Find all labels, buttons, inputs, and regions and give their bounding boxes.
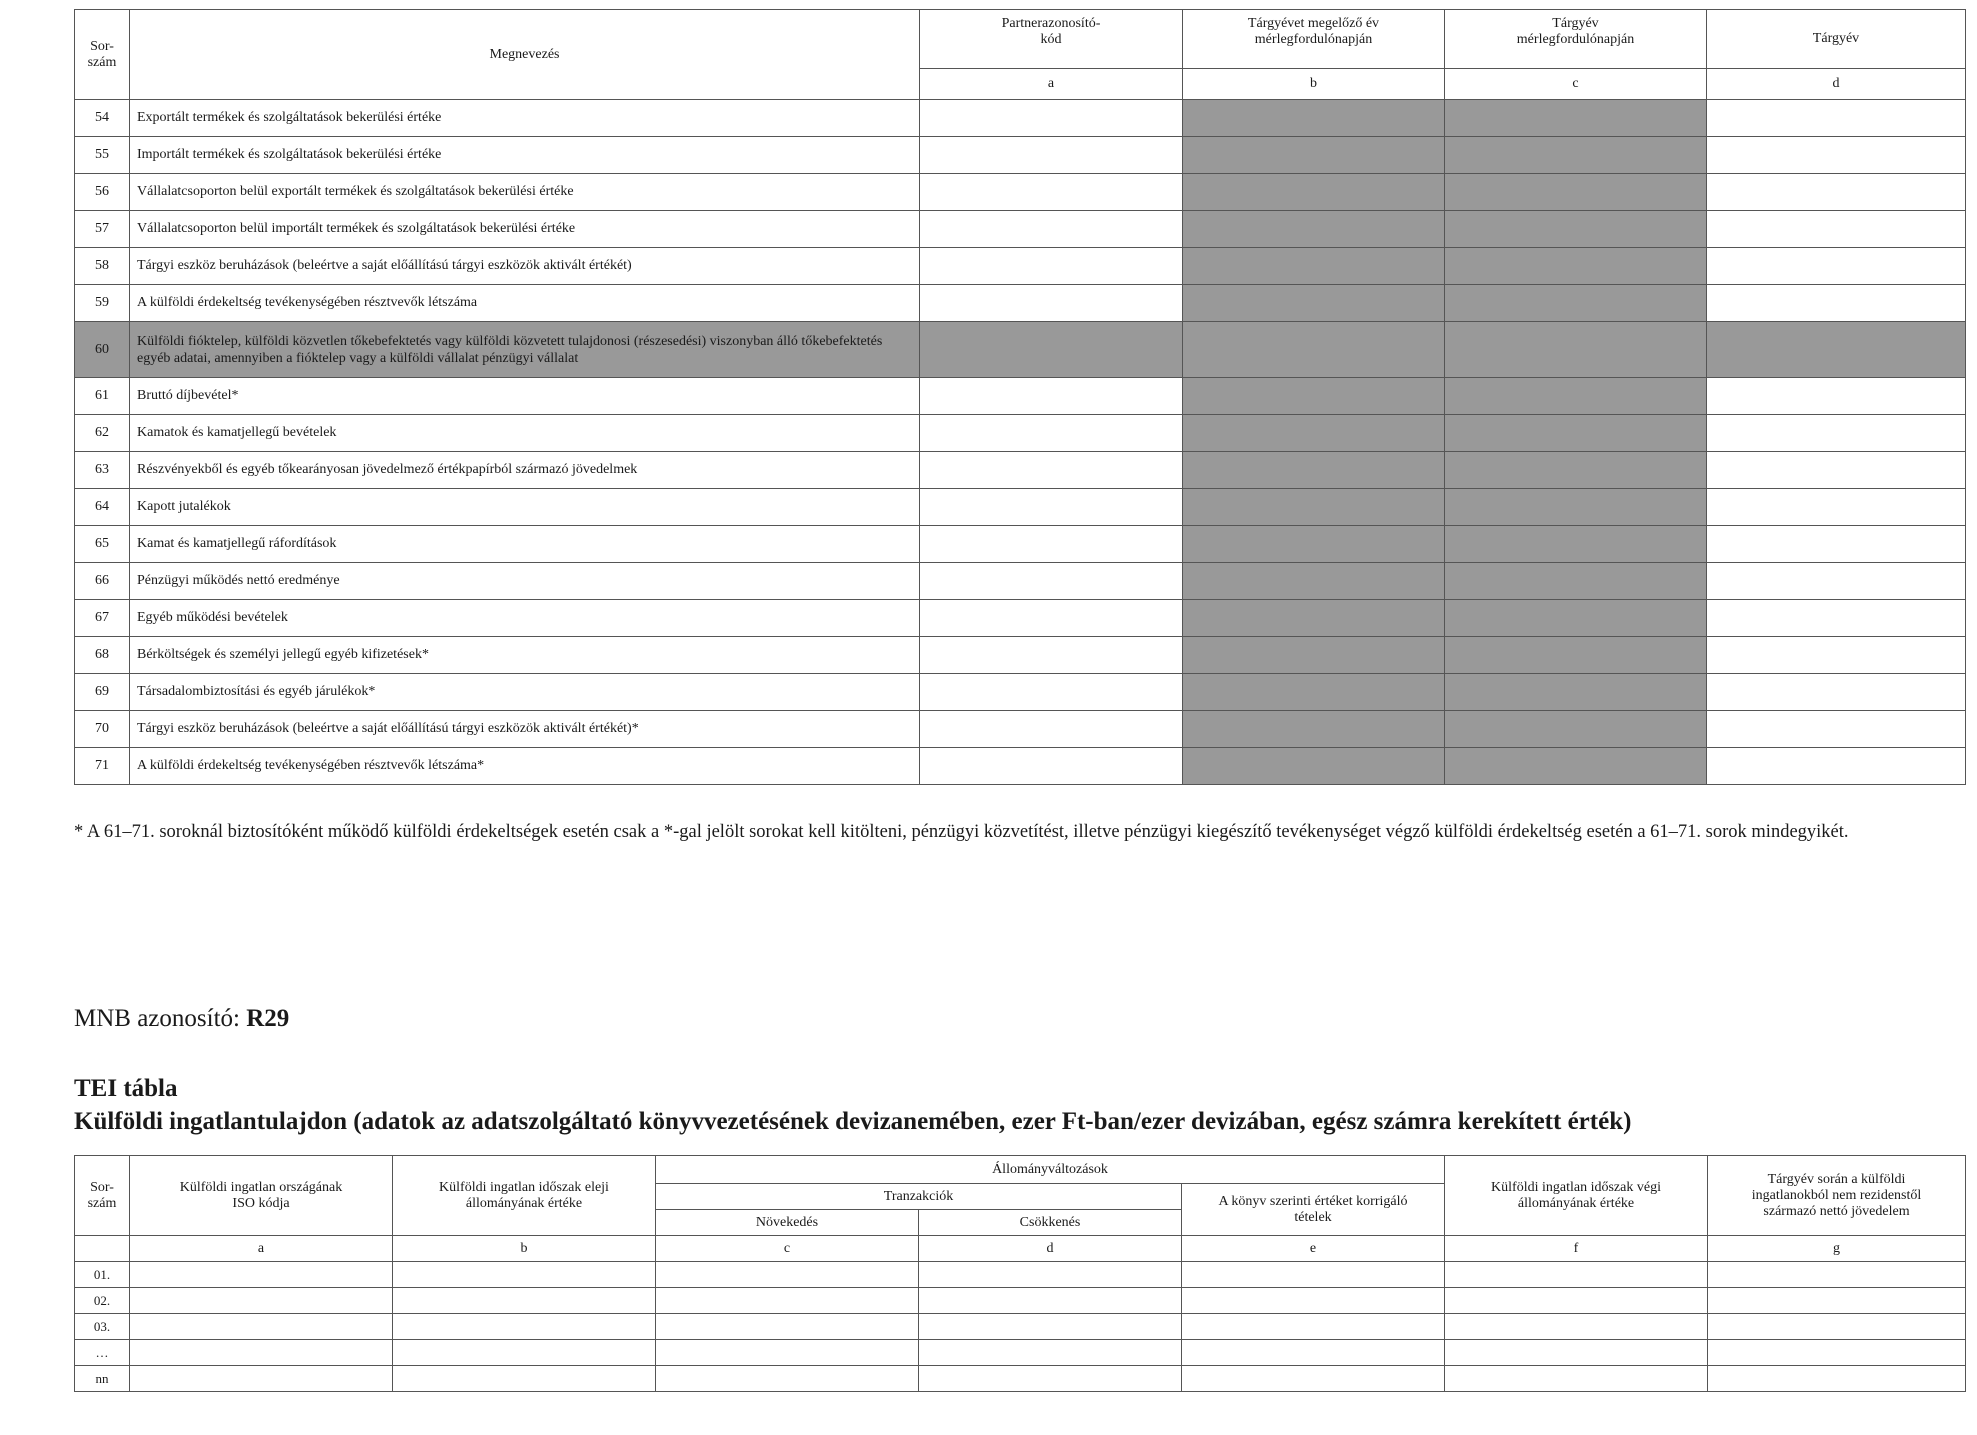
- row-number: 66: [75, 563, 130, 600]
- input-cell[interactable]: [919, 1366, 1182, 1392]
- input-cell[interactable]: [1445, 1288, 1708, 1314]
- input-cell[interactable]: [1708, 1366, 1966, 1392]
- row-number: 62: [75, 415, 130, 452]
- row-label: Kapott jutalékok: [130, 489, 920, 526]
- row-number: 70: [75, 711, 130, 748]
- column-letter: c: [1445, 69, 1707, 100]
- row-number: nn: [75, 1366, 130, 1392]
- disabled-cell: [1445, 526, 1707, 563]
- header-korrigalo-tetelek: A könyv szerinti értéket korrigáló tételek: [1182, 1184, 1445, 1236]
- input-cell[interactable]: [1445, 1314, 1708, 1340]
- input-cell-d[interactable]: [1707, 415, 1966, 452]
- disabled-cell: [1445, 415, 1707, 452]
- row-label: Bérköltségek és személyi jellegű egyéb kifizetések*: [130, 637, 920, 674]
- input-cell-a[interactable]: [920, 248, 1183, 285]
- header-sorszam: Sor- szám: [75, 10, 130, 100]
- disabled-cell: [1183, 211, 1445, 248]
- disabled-cell: [1183, 322, 1445, 378]
- disabled-cell: [1445, 489, 1707, 526]
- disabled-cell: [1183, 415, 1445, 452]
- row-number: 67: [75, 600, 130, 637]
- row-number: 58: [75, 248, 130, 285]
- input-cell-d[interactable]: [1707, 600, 1966, 637]
- table-row: [75, 1314, 1966, 1340]
- row-label: Kamatok és kamatjellegű bevételek: [130, 415, 920, 452]
- input-cell-d[interactable]: [1707, 452, 1966, 489]
- data-table-2: [74, 1155, 1966, 1392]
- input-cell[interactable]: [919, 1288, 1182, 1314]
- input-cell[interactable]: [130, 1340, 393, 1366]
- table-row: [75, 452, 1966, 489]
- table-row: [75, 378, 1966, 415]
- row-label: Tárgyi eszköz beruházások (beleértve a saját előállítású tárgyi eszközök aktivált értékét): [130, 248, 920, 285]
- header-idoszak-eleji: Külföldi ingatlan időszak eleji állományának értéke: [393, 1156, 656, 1236]
- input-cell[interactable]: [1708, 1262, 1966, 1288]
- input-cell-d[interactable]: [1707, 563, 1966, 600]
- table-row: [75, 174, 1966, 211]
- input-cell[interactable]: [1182, 1340, 1445, 1366]
- table-title: TEI tábla: [74, 1075, 178, 1102]
- table-row: [75, 600, 1966, 637]
- row-label: Egyéb működési bevételek: [130, 600, 920, 637]
- input-cell-d[interactable]: [1707, 378, 1966, 415]
- input-cell-d[interactable]: [1707, 100, 1966, 137]
- empty-cell: [75, 1236, 130, 1262]
- row-number: 54: [75, 100, 130, 137]
- input-cell-a[interactable]: [920, 378, 1183, 415]
- header-targyevet-megelozo: Tárgyévet megelőző év mérlegfordulónapján: [1183, 10, 1445, 69]
- row-label: Külföldi fióktelep, külföldi közvetlen tőkebefektetés vagy külföldi közvetett tulajdonosi (részesedési) viszonyban álló tőkebefektetés egyéb adatai, amennyiben a fióktelep vagy a külföldi vállalat pénzügyi vállalat: [130, 322, 920, 378]
- table-row: [75, 1366, 1966, 1392]
- table-row: [75, 563, 1966, 600]
- row-number: 69: [75, 674, 130, 711]
- input-cell[interactable]: [130, 1288, 393, 1314]
- input-cell[interactable]: [1182, 1288, 1445, 1314]
- input-cell-a[interactable]: [920, 137, 1183, 174]
- input-cell[interactable]: [393, 1340, 656, 1366]
- disabled-cell: [1183, 174, 1445, 211]
- input-cell[interactable]: [1708, 1288, 1966, 1314]
- mnb-identifier: [74, 1005, 289, 1033]
- row-label: Tárgyi eszköz beruházások (beleértve a saját előállítású tárgyi eszközök aktivált értékét)*: [130, 711, 920, 748]
- column-letter: b: [1183, 69, 1445, 100]
- input-cell[interactable]: [656, 1340, 919, 1366]
- input-cell[interactable]: [393, 1288, 656, 1314]
- header-idoszak-vegi: Külföldi ingatlan időszak végi állományának értéke: [1445, 1156, 1708, 1236]
- disabled-cell: [1445, 452, 1707, 489]
- table-row: [75, 100, 1966, 137]
- header-csokkenes: Csökkenés: [919, 1210, 1182, 1236]
- table-row: [75, 248, 1966, 285]
- header-partnerazonosito: Partnerazonosító- kód: [920, 10, 1183, 69]
- row-number: 56: [75, 174, 130, 211]
- header-tranzakciok: Tranzakciók: [656, 1184, 1182, 1210]
- input-cell-d[interactable]: [1707, 674, 1966, 711]
- row-number: 02.: [75, 1288, 130, 1314]
- row-number: 68: [75, 637, 130, 674]
- input-cell-a[interactable]: [920, 489, 1183, 526]
- column-letter: c: [656, 1236, 919, 1262]
- input-cell[interactable]: [1182, 1314, 1445, 1340]
- table-row: [75, 748, 1966, 785]
- disabled-cell: [1445, 748, 1707, 785]
- disabled-cell: [1445, 600, 1707, 637]
- input-cell[interactable]: [393, 1262, 656, 1288]
- input-cell[interactable]: [130, 1314, 393, 1340]
- disabled-cell: [1183, 637, 1445, 674]
- input-cell-a[interactable]: [920, 452, 1183, 489]
- disabled-cell: [1707, 322, 1966, 378]
- table-row: [75, 415, 1966, 452]
- input-cell[interactable]: [656, 1314, 919, 1340]
- input-cell[interactable]: [656, 1366, 919, 1392]
- input-cell-a[interactable]: [920, 285, 1183, 322]
- disabled-cell: [1445, 100, 1707, 137]
- row-label: Importált termékek és szolgáltatások bekerülési értéke: [130, 137, 920, 174]
- row-number: 55: [75, 137, 130, 174]
- row-label: Pénzügyi működés nettó eredménye: [130, 563, 920, 600]
- row-number: 71: [75, 748, 130, 785]
- disabled-cell: [1183, 748, 1445, 785]
- row-number: 01.: [75, 1262, 130, 1288]
- row-label: Részvényekből és egyéb tőkearányosan jövedelmező értékpapírból származó jövedelmek: [130, 452, 920, 489]
- input-cell-a[interactable]: [920, 415, 1183, 452]
- row-number: 63: [75, 452, 130, 489]
- table-row: [75, 285, 1966, 322]
- row-label: Exportált termékek és szolgáltatások bekerülési értéke: [130, 100, 920, 137]
- input-cell-a[interactable]: [920, 674, 1183, 711]
- input-cell[interactable]: [919, 1262, 1182, 1288]
- input-cell[interactable]: [1708, 1340, 1966, 1366]
- input-cell-a[interactable]: [920, 174, 1183, 211]
- row-label: Kamat és kamatjellegű ráfordítások: [130, 526, 920, 563]
- disabled-cell: [1445, 211, 1707, 248]
- column-letter: b: [393, 1236, 656, 1262]
- table-subtitle: Külföldi ingatlantulajdon (adatok az adatszolgáltató könyvvezetésének devizanemében, ezer Ft-ban/ezer devizában, egész számra kerekített érték): [74, 1108, 1632, 1135]
- mnb-code: R29: [246, 1005, 290, 1032]
- input-cell[interactable]: [1445, 1262, 1708, 1288]
- table-row: [75, 1288, 1966, 1314]
- table-row: [75, 211, 1966, 248]
- disabled-cell: [1183, 489, 1445, 526]
- input-cell[interactable]: [1182, 1366, 1445, 1392]
- row-number: …: [75, 1340, 130, 1366]
- input-cell-d[interactable]: [1707, 211, 1966, 248]
- input-cell[interactable]: [393, 1314, 656, 1340]
- disabled-cell: [1183, 137, 1445, 174]
- disabled-cell: [1183, 100, 1445, 137]
- mnb-label: MNB azonosító:: [74, 1005, 240, 1032]
- data-table-1: [74, 9, 1966, 785]
- column-letter: a: [130, 1236, 393, 1262]
- input-cell-d[interactable]: [1707, 285, 1966, 322]
- header-allomanyvaltozasok: Állományváltozások: [656, 1156, 1445, 1184]
- input-cell-d[interactable]: [1707, 174, 1966, 211]
- header-netto-jovedelem: Tárgyév során a külföldi ingatlanokból nem rezidenstől származó nettó jövedelem: [1708, 1156, 1966, 1236]
- table-row: [75, 137, 1966, 174]
- table-row-section-header: [75, 322, 1966, 378]
- disabled-cell: [1183, 563, 1445, 600]
- disabled-cell: [1445, 711, 1707, 748]
- input-cell-d[interactable]: [1707, 248, 1966, 285]
- input-cell[interactable]: [919, 1314, 1182, 1340]
- table-row: [75, 489, 1966, 526]
- disabled-cell: [1445, 637, 1707, 674]
- disabled-cell: [1445, 248, 1707, 285]
- input-cell[interactable]: [1445, 1340, 1708, 1366]
- header-targyev: Tárgyév: [1707, 10, 1966, 69]
- input-cell-a[interactable]: [920, 711, 1183, 748]
- input-cell-a[interactable]: [920, 637, 1183, 674]
- input-cell[interactable]: [130, 1262, 393, 1288]
- table-row: [75, 1262, 1966, 1288]
- disabled-cell: [1445, 563, 1707, 600]
- row-label: Vállalatcsoporton belül exportált termékek és szolgáltatások bekerülési értéke: [130, 174, 920, 211]
- disabled-cell: [1445, 674, 1707, 711]
- row-number: 64: [75, 489, 130, 526]
- footnote: * A 61–71. soroknál biztosítóként működő külföldi érdekeltségek esetén csak a *-gal jelölt sorokat kell kitölteni, pénzügyi közvetítést, illetve pénzügyi kiegészítő tevékenységet végző külföldi érdekeltség esetén a 61–71. sorok mindegyikét.: [74, 822, 1849, 842]
- table-row: [75, 711, 1966, 748]
- column-letter: g: [1708, 1236, 1966, 1262]
- row-number: 65: [75, 526, 130, 563]
- input-cell-d[interactable]: [1707, 526, 1966, 563]
- row-number: 61: [75, 378, 130, 415]
- column-letter: d: [919, 1236, 1182, 1262]
- header-megnevezes: Megnevezés: [130, 10, 920, 100]
- row-number: 59: [75, 285, 130, 322]
- disabled-cell: [1183, 452, 1445, 489]
- input-cell-d[interactable]: [1707, 489, 1966, 526]
- disabled-cell: [1183, 248, 1445, 285]
- disabled-cell: [1183, 711, 1445, 748]
- input-cell[interactable]: [1708, 1314, 1966, 1340]
- input-cell[interactable]: [1445, 1366, 1708, 1392]
- table-row: [75, 526, 1966, 563]
- header-targyev-merleg: Tárgyév mérlegfordulónapján: [1445, 10, 1707, 69]
- row-label: A külföldi érdekeltség tevékenységében résztvevők létszáma*: [130, 748, 920, 785]
- column-letter: f: [1445, 1236, 1708, 1262]
- input-cell-a[interactable]: [920, 526, 1183, 563]
- row-label: Vállalatcsoporton belül importált termékek és szolgáltatások bekerülési értéke: [130, 211, 920, 248]
- input-cell-d[interactable]: [1707, 637, 1966, 674]
- disabled-cell: [1183, 674, 1445, 711]
- row-label: Bruttó díjbevétel*: [130, 378, 920, 415]
- input-cell[interactable]: [1182, 1262, 1445, 1288]
- column-letter: d: [1707, 69, 1966, 100]
- disabled-cell: [1183, 526, 1445, 563]
- column-letter: e: [1182, 1236, 1445, 1262]
- table-row: [75, 674, 1966, 711]
- disabled-cell: [920, 322, 1183, 378]
- input-cell-d[interactable]: [1707, 748, 1966, 785]
- input-cell-d[interactable]: [1707, 711, 1966, 748]
- disabled-cell: [1445, 285, 1707, 322]
- disabled-cell: [1445, 174, 1707, 211]
- input-cell-a[interactable]: [920, 563, 1183, 600]
- table-row: [75, 637, 1966, 674]
- letter-row: [75, 1236, 1966, 1262]
- header-iso-kod: Külföldi ingatlan országának ISO kódja: [130, 1156, 393, 1236]
- disabled-cell: [1183, 285, 1445, 322]
- row-label: A külföldi érdekeltség tevékenységében résztvevők létszáma: [130, 285, 920, 322]
- input-cell-a[interactable]: [920, 100, 1183, 137]
- row-number: 57: [75, 211, 130, 248]
- input-cell-d[interactable]: [1707, 137, 1966, 174]
- input-cell-a[interactable]: [920, 600, 1183, 637]
- input-cell-a[interactable]: [920, 748, 1183, 785]
- column-letter: a: [920, 69, 1183, 100]
- row-label: Társadalombiztosítási és egyéb járulékok*: [130, 674, 920, 711]
- row-number: 60: [75, 322, 130, 378]
- input-cell[interactable]: [656, 1262, 919, 1288]
- disabled-cell: [1183, 378, 1445, 415]
- input-cell[interactable]: [130, 1366, 393, 1392]
- header-novekedes: Növekedés: [656, 1210, 919, 1236]
- disabled-cell: [1445, 378, 1707, 415]
- input-cell[interactable]: [919, 1340, 1182, 1366]
- disabled-cell: [1445, 322, 1707, 378]
- row-number: 03.: [75, 1314, 130, 1340]
- input-cell-a[interactable]: [920, 211, 1183, 248]
- input-cell[interactable]: [393, 1366, 656, 1392]
- disabled-cell: [1183, 600, 1445, 637]
- disabled-cell: [1445, 137, 1707, 174]
- input-cell[interactable]: [656, 1288, 919, 1314]
- table-row: [75, 1340, 1966, 1366]
- header-sorszam: Sor- szám: [75, 1156, 130, 1236]
